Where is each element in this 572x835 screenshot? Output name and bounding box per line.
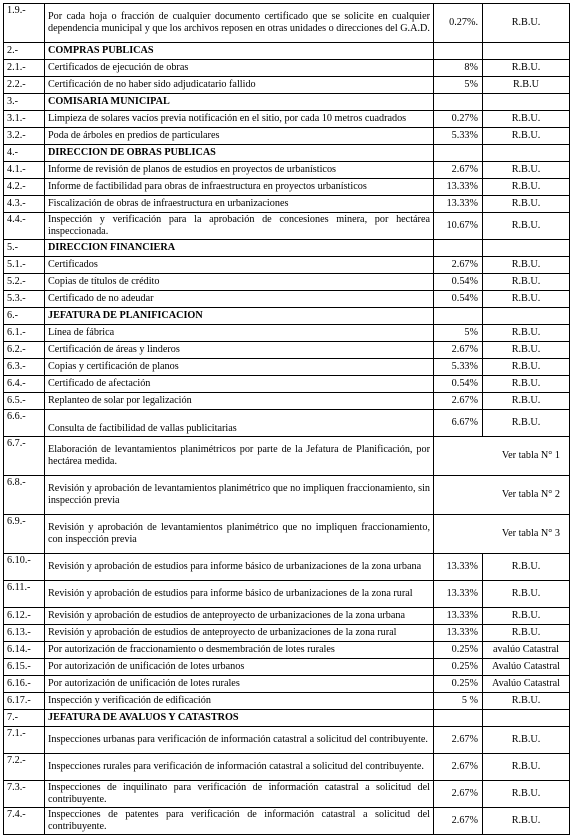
section-title: DIRECCION FINANCIERA [45,240,434,257]
item-number: 6.4.- [4,376,45,393]
table-row [4,257,570,274]
item-rate: 2.67% [434,393,483,410]
section-empty-base [483,240,570,257]
item-rate: 13.33% [434,608,483,625]
item-description: Certificados de ejecución de obras [45,60,434,77]
item-description: Informe de factibilidad para obras de infraestructura en proyectos urbanísticos [45,179,434,196]
item-number: 6.9.- [4,515,45,554]
item-rate: 13.33% [434,196,483,213]
item-rate: 2.67% [434,781,483,808]
section-empty-base [483,145,570,162]
item-number: 7.2.- [4,754,45,781]
item-rate: 2.67% [434,257,483,274]
item-description: Inspección y verificación de edificación [45,693,434,710]
item-number: 5.1.- [4,257,45,274]
section-number: 6.- [4,308,45,325]
item-base: R.B.U. [483,393,570,410]
fee-table-body [4,4,570,835]
section-row [4,240,570,257]
table-row [4,642,570,659]
item-number: 6.11.- [4,581,45,608]
item-base: R.B.U. [483,359,570,376]
item-base: R.B.U. [483,128,570,145]
section-row [4,145,570,162]
item-description: Inspecciones de patentes para verificación de información catastral a solicitud del contribuyente. [45,808,434,835]
item-base: R.B.U. [483,342,570,359]
section-empty-base [483,94,570,111]
item-rate: 0.54% [434,291,483,308]
item-number: 3.2.- [4,128,45,145]
item-number: 5.2.- [4,274,45,291]
item-base: R.B.U. [483,554,570,581]
item-base: R.B.U. [483,60,570,77]
item-rate: 2.67% [434,808,483,835]
item-number: 6.7.- [4,437,45,476]
item-rate: 10.67% [434,213,483,240]
item-number: 6.1.- [4,325,45,342]
item-rate: 13.33% [434,179,483,196]
item-description: Inspección y verificación para la aprobación de concesiones minera, por hectárea inspeccionada. [45,213,434,240]
section-number: 2.- [4,43,45,60]
table-row [4,608,570,625]
section-row [4,710,570,727]
item-number: 6.12.- [4,608,45,625]
item-rate: 0.54% [434,376,483,393]
item-base: R.B.U. [483,4,570,43]
table-row [4,359,570,376]
table-row [4,781,570,808]
item-rate: 5.33% [434,128,483,145]
item-rate: 0.54% [434,274,483,291]
item-number: 7.4.- [4,808,45,835]
section-empty-rate [434,145,483,162]
item-number: 6.8.- [4,476,45,515]
item-description: Por autorización de unificación de lotes rurales [45,676,434,693]
item-description: Certificados [45,257,434,274]
item-rate: 0.27% [434,111,483,128]
table-row [4,754,570,781]
item-description: Revisión y aprobación de levantamientos planimétrico que no impliquen fraccionamiento, con inspección previa [45,515,434,554]
section-row [4,308,570,325]
item-base: R.B.U. [483,196,570,213]
item-rate: 0.25% [434,659,483,676]
table-row [4,342,570,359]
item-rate: 6.67% [434,410,483,437]
item-base: R.B.U. [483,325,570,342]
item-description: Replanteo de solar por legalización [45,393,434,410]
table-row [4,4,570,43]
item-base: R.B.U. [483,781,570,808]
item-description: Por autorización de unificación de lotes urbanos [45,659,434,676]
item-base: R.B.U. [483,213,570,240]
item-rate: 0.25% [434,676,483,693]
item-number: 6.6.- [4,410,45,437]
table-row [4,376,570,393]
item-description: Revisión y aprobación de levantamientos planimétrico que no impliquen fraccionamiento, sin inspección previa [45,476,434,515]
item-number: 6.14.- [4,642,45,659]
item-rate: 2.67% [434,342,483,359]
table-row [4,476,570,515]
item-description: Informe de revisión de planos de estudios en proyectos de urbanísticos [45,162,434,179]
section-empty-rate [434,240,483,257]
item-base: R.B.U. [483,111,570,128]
item-rate: 5% [434,325,483,342]
section-empty-base [483,43,570,60]
item-base: R.B.U. [483,608,570,625]
item-description: Certificación de áreas y linderos [45,342,434,359]
item-base: Avalúo Catastral [483,676,570,693]
item-rate: 0.27%. [434,4,483,43]
item-base: avalúo Catastral [483,642,570,659]
item-number: 7.1.- [4,727,45,754]
item-description: Por autorización de fraccionamiento o desmembración de lotes rurales [45,642,434,659]
fee-table-page [3,3,569,835]
item-number: 6.15.- [4,659,45,676]
table-row [4,515,570,554]
table-row [4,581,570,608]
item-description: Certificación de no haber sido adjudicatario fallido [45,77,434,94]
table-row [4,554,570,581]
item-description: Inspecciones de inquilinato para verificación de información catastral a solicitud del contribuyente. [45,781,434,808]
table-row [4,325,570,342]
section-empty-rate [434,710,483,727]
table-row [4,77,570,94]
section-number: 5.- [4,240,45,257]
item-number: 1.9.- [4,4,45,43]
item-base: R.B.U. [483,727,570,754]
section-number: 7.- [4,710,45,727]
table-row [4,213,570,240]
item-number: 2.1.- [4,60,45,77]
item-base: R.B.U. [483,693,570,710]
section-number: 4.- [4,145,45,162]
item-description: Revisión y aprobación de estudios para informe básico de urbanizaciones de la zona rural [45,581,434,608]
section-empty-rate [434,94,483,111]
item-base: R.B.U. [483,162,570,179]
item-number: 6.3.- [4,359,45,376]
item-base: R.B.U. [483,808,570,835]
item-base: R.B.U. [483,410,570,437]
section-empty-base [483,710,570,727]
item-number: 6.13.- [4,625,45,642]
section-title: JEFATURA DE PLANIFICACION [45,308,434,325]
item-base: R.B.U. [483,179,570,196]
item-rate: 8% [434,60,483,77]
table-reference: Ver tabla N° 2 [434,476,570,515]
item-base: R.B.U. [483,625,570,642]
item-base: Avalúo Catastral [483,659,570,676]
table-row [4,437,570,476]
item-base: R.B.U. [483,257,570,274]
item-description: Revisión y aprobación de estudios de anteproyecto de urbanizaciones de la zona urbana [45,608,434,625]
table-row [4,162,570,179]
table-row [4,808,570,835]
table-row [4,291,570,308]
table-row [4,393,570,410]
item-rate: 2.67% [434,162,483,179]
item-number: 4.3.- [4,196,45,213]
item-base: R.B.U [483,77,570,94]
table-reference: Ver tabla N° 1 [434,437,570,476]
item-base: R.B.U. [483,274,570,291]
item-description: Certificado de afectación [45,376,434,393]
item-number: 6.5.- [4,393,45,410]
table-row [4,274,570,291]
table-row [4,676,570,693]
item-base: R.B.U. [483,581,570,608]
section-title: DIRECCION DE OBRAS PUBLICAS [45,145,434,162]
item-description: Revisión y aprobación de estudios de anteproyecto de urbanizaciones de la zona rural [45,625,434,642]
item-description: Limpieza de solares vacíos previa notificación en el sitio, por cada 10 metros cuadrados [45,111,434,128]
item-description: Copias y certificación de planos [45,359,434,376]
item-base: R.B.U. [483,376,570,393]
table-row [4,60,570,77]
section-empty-rate [434,308,483,325]
section-empty-rate [434,43,483,60]
table-reference: Ver tabla N° 3 [434,515,570,554]
item-description: Línea de fábrica [45,325,434,342]
item-number: 6.10.- [4,554,45,581]
item-description: Fiscalización de obras de infraestructura en urbanizaciones [45,196,434,213]
item-rate: 13.33% [434,581,483,608]
table-row [4,659,570,676]
item-rate: 13.33% [434,625,483,642]
item-number: 4.1.- [4,162,45,179]
table-row [4,179,570,196]
item-description: Inspecciones rurales para verificación de información catastral a solicitud del contribuyente. [45,754,434,781]
item-number: 7.3.- [4,781,45,808]
item-rate: 0.25% [434,642,483,659]
section-row [4,94,570,111]
item-description: Por cada hoja o fracción de cualquier documento certificado que se solicite en cualquier dependencia municipal y que los archivos reposen en otras unidades o direcciones del G.A.D. [45,4,434,43]
section-row [4,43,570,60]
item-rate: 5% [434,77,483,94]
item-number: 3.1.- [4,111,45,128]
item-rate: 5 % [434,693,483,710]
item-base: R.B.U. [483,291,570,308]
fee-table [3,3,570,835]
item-number: 6.2.- [4,342,45,359]
item-description: Consulta de factibilidad de vallas publicitarias [45,410,434,437]
item-number: 2.2.- [4,77,45,94]
table-row [4,196,570,213]
item-number: 5.3.- [4,291,45,308]
table-row [4,111,570,128]
item-number: 6.16.- [4,676,45,693]
table-row [4,410,570,437]
item-rate: 2.67% [434,727,483,754]
section-number: 3.- [4,94,45,111]
item-base: R.B.U. [483,754,570,781]
section-title: COMPRAS PUBLICAS [45,43,434,60]
item-rate: 13.33% [434,554,483,581]
item-number: 4.2.- [4,179,45,196]
table-row [4,727,570,754]
table-row [4,693,570,710]
item-description: Inspecciones urbanas para verificación de información catastral a solicitud del contribuyente. [45,727,434,754]
item-description: Copias de títulos de crédito [45,274,434,291]
table-row [4,128,570,145]
section-empty-base [483,308,570,325]
section-title: JEFATURA DE AVALUOS Y CATASTROS [45,710,434,727]
item-description: Elaboración de levantamientos planimétricos por parte de la Jefatura de Planificación, por hectárea medida. [45,437,434,476]
section-title: COMISARIA MUNICIPAL [45,94,434,111]
item-rate: 2.67% [434,754,483,781]
item-number: 6.17.- [4,693,45,710]
item-rate: 5.33% [434,359,483,376]
item-number: 4.4.- [4,213,45,240]
item-description: Poda de árboles en predios de particulares [45,128,434,145]
item-description: Revisión y aprobación de estudios para informe básico de urbanizaciones de la zona urbana [45,554,434,581]
table-row [4,625,570,642]
item-description: Certificado de no adeudar [45,291,434,308]
